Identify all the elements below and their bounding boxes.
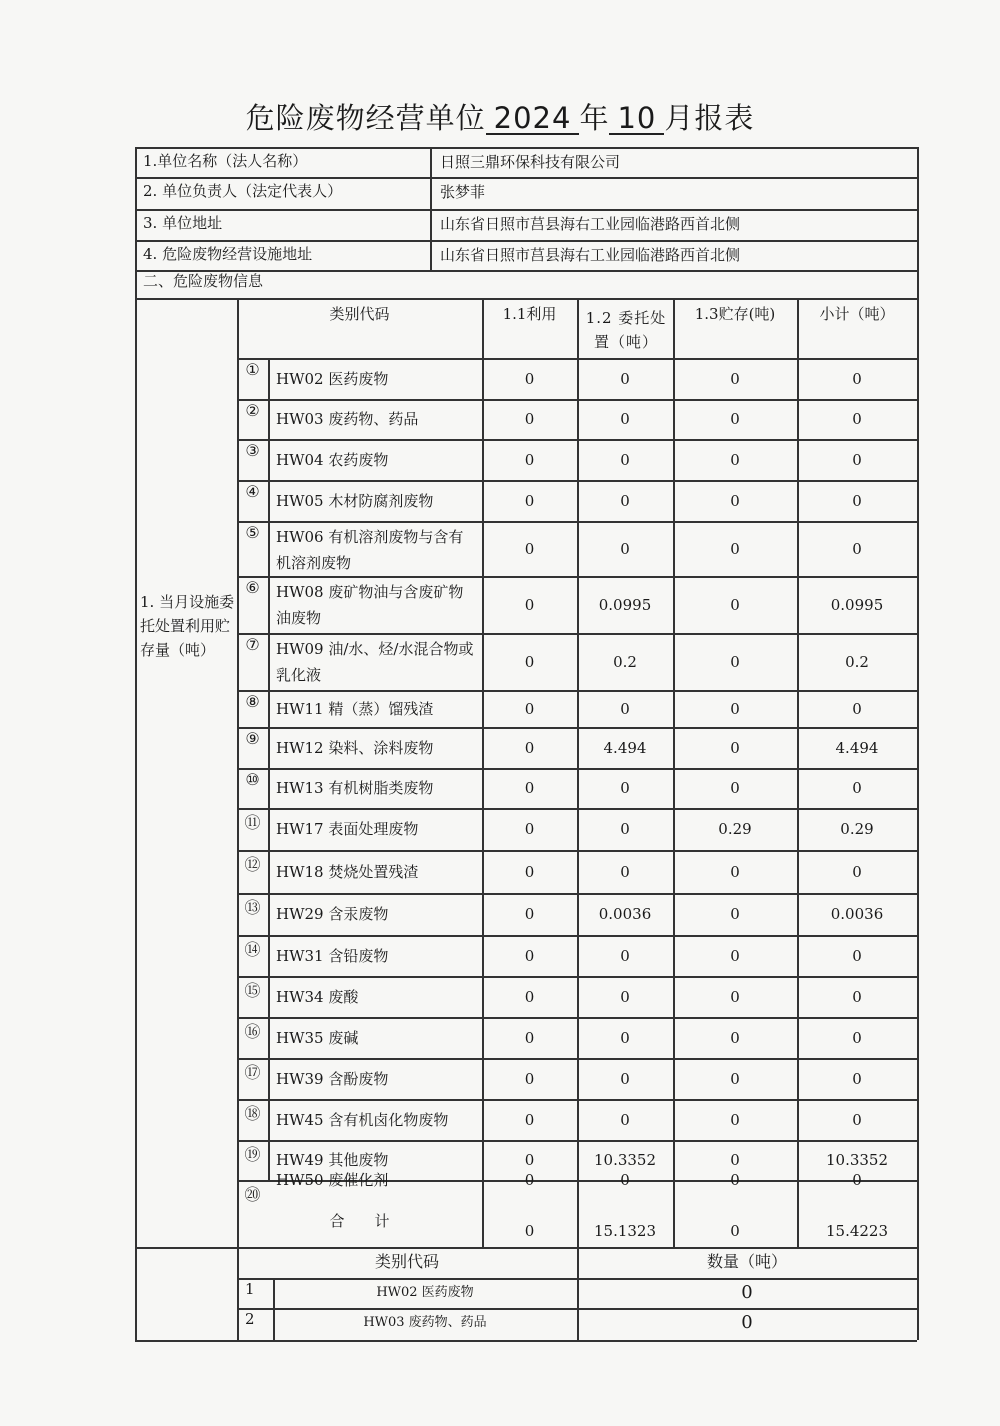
- table-left-border: [135, 147, 137, 1340]
- row-name: HW11 精（蒸）馏残渣: [276, 699, 434, 718]
- total-use: 0: [524, 1222, 535, 1240]
- cell-subtotal: 0: [852, 987, 862, 1006]
- cell-subtotal: 0: [852, 1171, 862, 1189]
- cell-subtotal: 10.3352: [825, 1151, 889, 1169]
- cell-subtotal: 0: [852, 539, 862, 558]
- data-row-rule: [237, 1058, 917, 1060]
- cell-dispose: 0: [620, 539, 630, 558]
- cell-use: 0: [524, 1028, 535, 1047]
- data-row-rule: [237, 358, 917, 360]
- cell-dispose: 0: [620, 1171, 630, 1189]
- info-label: 3. 单位地址: [143, 214, 223, 232]
- cell-subtotal: 0.0995: [830, 595, 884, 614]
- cell-subtotal: 0: [852, 369, 862, 388]
- info-row-rule: [135, 177, 917, 179]
- cell-use: 0: [524, 779, 535, 797]
- cell-store: 0: [730, 595, 740, 614]
- cell-store: 0: [730, 779, 740, 797]
- data-row-rule: [237, 633, 917, 635]
- cell-use: 0: [524, 450, 535, 469]
- header-dispose: 1.2 委托处置（吨）: [585, 309, 667, 351]
- report-year: 2024: [486, 103, 580, 135]
- data-row-rule: [237, 850, 917, 852]
- header-code: 类别代码: [329, 305, 390, 323]
- row-name: HW35 废碱: [276, 1028, 359, 1047]
- section-bottom-rule: [135, 1247, 917, 1249]
- cell-dispose: 0: [620, 1069, 630, 1088]
- row-index: ⑦: [245, 635, 260, 654]
- cell-store: 0: [730, 652, 740, 671]
- data-row-rule: [237, 576, 917, 578]
- data-row-rule: [237, 439, 917, 441]
- cell-dispose: 0.2: [613, 652, 637, 671]
- cell-dispose: 0: [620, 820, 630, 838]
- cell-use: 0: [524, 699, 535, 718]
- cell-store: 0: [730, 699, 740, 718]
- title-month-suffix: 月报表: [664, 101, 755, 135]
- cell-subtotal: 0.29: [840, 820, 874, 838]
- row-name: HW13 有机树脂类废物: [276, 779, 434, 797]
- cell-use: 0: [524, 738, 535, 757]
- cell-use: 0: [524, 1069, 535, 1088]
- row-name: HW09 油/水、烃/水混合物或乳化液: [276, 640, 474, 684]
- cell-subtotal: 0.2: [845, 652, 869, 671]
- cell-use: 0: [524, 946, 535, 965]
- row-index: ⑱: [244, 1104, 261, 1123]
- row-name: HW02 医药废物: [276, 369, 389, 388]
- cell-subtotal: 0: [852, 450, 862, 469]
- total-dispose: 15.1323: [593, 1222, 657, 1240]
- data-row-rule: [237, 976, 917, 978]
- data-row-rule: [237, 935, 917, 937]
- header-use: 1.1利用: [502, 305, 557, 323]
- row-index: ⑩: [245, 770, 260, 789]
- row-index: ②: [245, 401, 260, 420]
- info-value: 张梦菲: [440, 183, 486, 201]
- row-name: HW18 焚烧处置残渣: [276, 862, 419, 881]
- sub-row-index: 1: [245, 1280, 255, 1298]
- cell-subtotal: 0: [852, 1110, 862, 1129]
- cell-use: 0: [524, 369, 535, 388]
- row-index: ⑲: [244, 1145, 261, 1164]
- row-name: HW31 含铅废物: [276, 946, 389, 965]
- row-index: ⑰: [244, 1063, 261, 1082]
- row-name: HW45 含有机卤化物废物: [276, 1110, 449, 1129]
- title-prefix: 危险废物经营单位: [245, 101, 486, 135]
- cell-subtotal: 0: [852, 491, 862, 510]
- data-row-rule: [237, 1140, 917, 1142]
- info-label: 4. 危险废物经营设施地址: [143, 245, 313, 263]
- sub-row-name: HW03 废药物、药品: [363, 1315, 487, 1330]
- info-label: 1.单位名称（法人名称）: [143, 152, 308, 170]
- cell-dispose: 0: [620, 450, 630, 469]
- total-store: 0: [730, 1222, 740, 1240]
- row-name: HW50 废催化剂: [276, 1171, 389, 1189]
- data-row-rule: [237, 399, 917, 401]
- row-index: ⑭: [244, 940, 261, 959]
- row-index: ⑫: [244, 855, 261, 874]
- title-year-suffix: 年: [579, 101, 610, 135]
- page-title: [0, 96, 1000, 137]
- cell-use: 0: [524, 410, 535, 428]
- cell-dispose: 0: [620, 699, 630, 718]
- cell-dispose: 0: [620, 369, 630, 388]
- info-row-rule: [135, 209, 917, 211]
- info-value: 山东省日照市莒县海右工业园临港路西首北侧: [440, 215, 741, 233]
- row-name: HW29 含汞废物: [276, 905, 389, 923]
- header-store: 1.3贮存(吨): [694, 305, 776, 323]
- row-index: ⑧: [245, 692, 260, 711]
- row-index: ④: [245, 482, 260, 501]
- row-name: HW03 废药物、药品: [276, 410, 419, 428]
- cell-dispose: 0: [620, 862, 630, 881]
- cell-use: 0: [524, 1110, 535, 1129]
- cell-subtotal: 0: [852, 699, 862, 718]
- sub-header-code: 类别代码: [374, 1252, 439, 1271]
- info-row-rule: [135, 240, 917, 242]
- cell-use: 0: [524, 595, 535, 614]
- cell-use: 0: [524, 652, 535, 671]
- cell-store: 0: [730, 491, 740, 510]
- row-index: ⑥: [245, 578, 260, 597]
- cell-dispose: 0: [620, 987, 630, 1006]
- section-heading: 二、危险废物信息: [143, 272, 264, 290]
- total-subtotal: 15.4223: [825, 1222, 889, 1240]
- cell-use: 0: [524, 862, 535, 881]
- sub-header-qty: 数量（吨）: [706, 1252, 787, 1271]
- row-index: ⑮: [244, 981, 261, 1000]
- data-row-rule: [237, 1017, 917, 1019]
- data-row-rule: [237, 521, 917, 523]
- row-name: HW12 染料、涂料废物: [276, 738, 434, 757]
- row-index: ③: [245, 441, 260, 460]
- cell-subtotal: 0: [852, 1069, 862, 1088]
- row-index: ⑯: [244, 1022, 261, 1041]
- cell-dispose: 0: [620, 410, 630, 428]
- cell-use: 0: [524, 905, 535, 923]
- row-name: HW06 有机溶剂废物与含有机溶剂废物: [276, 528, 464, 572]
- cell-store: 0: [730, 450, 740, 469]
- data-row-rule: [237, 727, 917, 729]
- cell-dispose: 0: [620, 946, 630, 965]
- header-subtotal: 小计（吨）: [819, 305, 895, 323]
- info-value: 山东省日照市莒县海右工业园临港路西首北侧: [440, 246, 741, 264]
- cell-subtotal: 4.494: [835, 738, 879, 757]
- cell-dispose: 0: [620, 491, 630, 510]
- row-index: ⑳: [244, 1185, 261, 1204]
- info-column-divider: [430, 147, 432, 270]
- info-row-rule: [135, 147, 917, 149]
- cell-store: 0: [730, 369, 740, 388]
- cell-dispose: 10.3352: [593, 1151, 657, 1169]
- cell-store: 0: [730, 862, 740, 881]
- table-right-border: [917, 147, 919, 1340]
- cell-store: 0: [730, 410, 740, 428]
- cell-subtotal: 0: [852, 779, 862, 797]
- row-index: ①: [245, 360, 260, 379]
- section-rule: [135, 298, 917, 300]
- data-row-rule: [237, 808, 917, 810]
- sub-row-qty: 0: [741, 1282, 753, 1303]
- cell-subtotal: 0: [852, 946, 862, 965]
- row-index: ⑪: [244, 813, 261, 832]
- cell-dispose: 4.494: [603, 738, 647, 757]
- cell-use: 0: [524, 1151, 535, 1169]
- cell-dispose: 0: [620, 779, 630, 797]
- cell-store: 0: [730, 1069, 740, 1088]
- cell-subtotal: 0: [852, 410, 862, 428]
- cell-use: 0: [524, 820, 535, 838]
- cell-store: 0: [730, 1151, 740, 1169]
- section-label: 1. 当月设施委托处置利用贮存量（吨）: [140, 593, 235, 659]
- sub-row-name: HW02 医药废物: [376, 1285, 474, 1300]
- cell-dispose: 0: [620, 1028, 630, 1047]
- cell-store: 0: [730, 987, 740, 1006]
- info-label: 2. 单位负责人（法定代表人）: [143, 182, 343, 200]
- row-name: HW05 木材防腐剂废物: [276, 491, 434, 510]
- row-name: HW34 废酸: [276, 987, 359, 1006]
- report-month: 10: [609, 103, 664, 135]
- cell-subtotal: 0: [852, 862, 862, 881]
- sub-row-index: 2: [245, 1310, 255, 1328]
- data-row-rule: [237, 480, 917, 482]
- cell-use: 0: [524, 1171, 535, 1189]
- row-index: ⑤: [245, 523, 260, 542]
- info-value: 日照三鼎环保科技有限公司: [440, 153, 621, 171]
- row-index: ⑬: [244, 898, 261, 917]
- row-name: HW08 废矿物油与含废矿物油废物: [276, 583, 464, 627]
- cell-store: 0: [730, 905, 740, 923]
- row-name: HW04 农药废物: [276, 450, 389, 469]
- cell-dispose: 0.0995: [598, 595, 652, 614]
- data-row-rule: [237, 690, 917, 692]
- data-row-rule: [237, 768, 917, 770]
- cell-use: 0: [524, 491, 535, 510]
- cell-use: 0: [524, 987, 535, 1006]
- row-name: HW49 其他废物: [276, 1151, 389, 1169]
- cell-store: 0: [730, 1028, 740, 1047]
- data-row-rule: [237, 1099, 917, 1101]
- cell-store: 0: [730, 1171, 740, 1189]
- table-bottom-border: [135, 1340, 917, 1342]
- data-row-rule: [237, 893, 917, 895]
- cell-subtotal: 0: [852, 1028, 862, 1047]
- row-name: HW39 含酚废物: [276, 1069, 389, 1088]
- cell-store: 0: [730, 539, 740, 558]
- row-index: ⑨: [245, 729, 260, 748]
- cell-use: 0: [524, 539, 535, 558]
- cell-subtotal: 0.0036: [830, 905, 884, 923]
- sub-row-qty: 0: [741, 1312, 753, 1333]
- cell-dispose: 0: [620, 1110, 630, 1129]
- cell-store: 0: [730, 738, 740, 757]
- total-label: 合 计: [329, 1212, 390, 1230]
- cell-store: 0: [730, 1110, 740, 1129]
- row-name: HW17 表面处理废物: [276, 820, 419, 838]
- cell-store: 0.29: [718, 820, 752, 838]
- cell-dispose: 0.0036: [598, 905, 652, 923]
- cell-store: 0: [730, 946, 740, 965]
